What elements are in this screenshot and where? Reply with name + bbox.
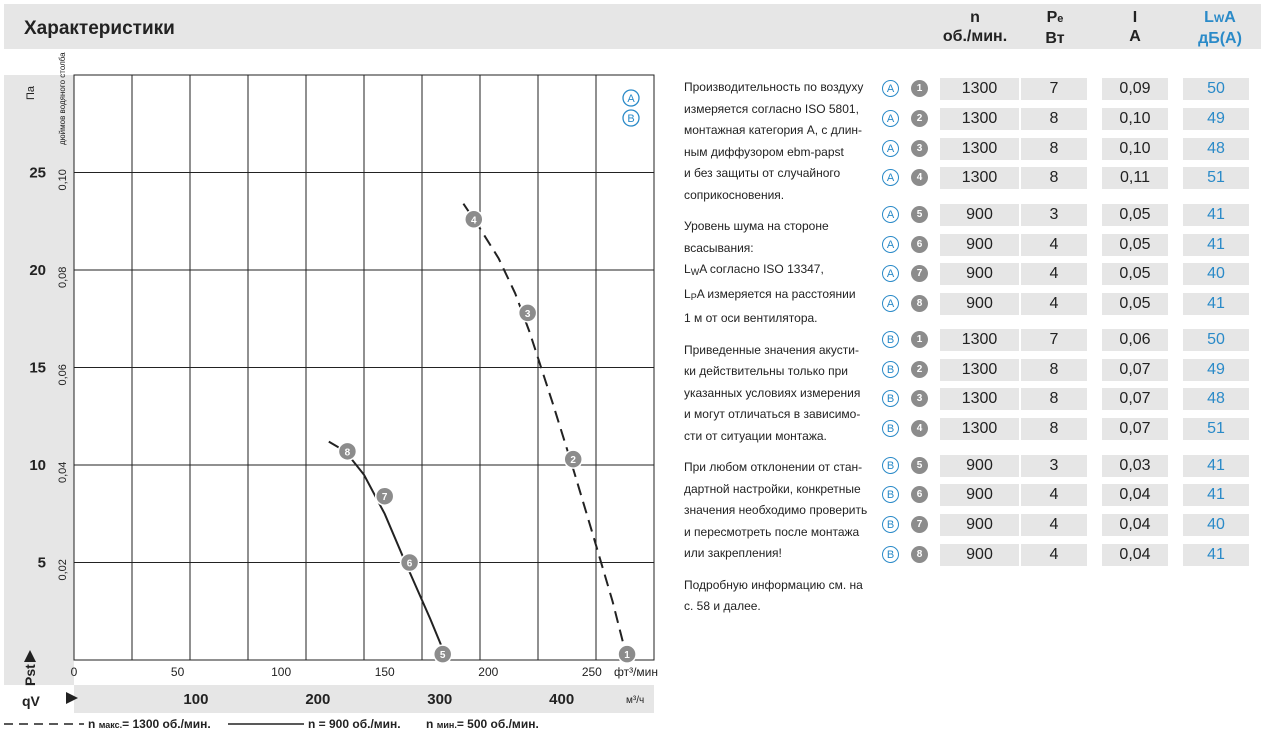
table-row [880, 78, 1260, 100]
table-row [880, 167, 1260, 189]
operating-point-label: 7 [381, 492, 388, 504]
chart-grid [74, 75, 654, 660]
operating-point-marker-icon: 4 [911, 169, 928, 186]
cell-noise: 51 [1183, 167, 1249, 189]
cell-current: 0,11 [1102, 167, 1168, 189]
y2-tick-label: 0,08 [57, 266, 69, 288]
y-unit-label: Па [25, 85, 37, 100]
cell-noise: 50 [1183, 329, 1249, 351]
cell-speed: 1300 [940, 167, 1019, 189]
installation-marker-icon: A [882, 236, 899, 253]
installation-marker-icon: B [882, 516, 899, 533]
installation-marker-icon: A [882, 295, 899, 312]
cell-current: 0,05 [1102, 263, 1168, 285]
cell-current: 0,06 [1102, 329, 1168, 351]
installation-marker-icon: B [882, 390, 899, 407]
cell-noise: 40 [1183, 514, 1249, 536]
cell-noise: 50 [1183, 78, 1249, 100]
cell-current: 0,07 [1102, 418, 1168, 440]
cell-noise: 41 [1183, 484, 1249, 506]
cell-speed: 1300 [940, 418, 1019, 440]
operating-point-marker-icon: 5 [911, 206, 928, 223]
legend-solid-line-icon [228, 721, 304, 727]
y-tick-label: 20 [29, 262, 46, 279]
cell-power: 3 [1021, 455, 1087, 477]
desc-line: Подробную информацию см. на [684, 577, 863, 592]
installation-marker-icon: B [882, 331, 899, 348]
cell-power: 7 [1021, 78, 1087, 100]
cell-power: 8 [1021, 388, 1087, 410]
legend-mid-speed: n = 900 об./мин. [308, 717, 401, 731]
y-tick-label: 25 [29, 164, 46, 182]
col-head-current-symbol: I [1132, 9, 1138, 26]
table-row [880, 234, 1260, 256]
cell-power: 4 [1021, 293, 1087, 315]
cell-noise: 49 [1183, 108, 1249, 130]
col-head-speed [930, 8, 1020, 46]
installation-marker-icon: A [882, 265, 899, 282]
cell-power: 8 [1021, 167, 1087, 189]
y-tick-label: 5 [37, 554, 46, 572]
operating-point-marker-icon: 3 [911, 390, 928, 407]
cell-power: 8 [1021, 418, 1087, 440]
cell-speed: 900 [940, 484, 1019, 506]
desc-line: 1 м от оси вентилятора. [684, 311, 818, 325]
cell-speed: 900 [940, 293, 1019, 315]
cell-current: 0,09 [1102, 78, 1168, 100]
cell-power: 8 [1021, 108, 1087, 130]
desc-line: Приведенные значения акусти- [684, 342, 859, 357]
installation-marker-icon: A [882, 80, 899, 97]
operating-point-label: 5 [439, 650, 446, 662]
y2-unit-label: дюймов водяного столба [58, 52, 67, 145]
legend-max-speed: n макс.= 1300 об./мин. [88, 717, 211, 731]
table-row [880, 329, 1260, 351]
cell-speed: 900 [940, 455, 1019, 477]
y-axis-symbol: Pst [22, 664, 38, 686]
x-tick-label: 150 [374, 665, 395, 679]
cell-power: 8 [1021, 138, 1087, 160]
x-tick-label: 200 [478, 665, 499, 679]
desc-paragraph-noise [684, 216, 874, 330]
installation-marker-icon: B [882, 486, 899, 503]
cell-current: 0,05 [1102, 204, 1168, 226]
table-row [880, 544, 1260, 566]
operating-point-marker-icon: 8 [911, 295, 928, 312]
x-axis-arrow-icon [66, 692, 78, 704]
cell-power: 4 [1021, 544, 1087, 566]
table-row [880, 359, 1260, 381]
operating-point-label: 3 [524, 308, 531, 320]
desc-line: с. 58 и далее. [684, 599, 761, 613]
table-row [880, 263, 1260, 285]
cell-speed: 1300 [940, 388, 1019, 410]
desc-line: и могут отличаться в зависимо- [684, 407, 861, 421]
cell-current: 0,03 [1102, 455, 1168, 477]
cell-noise: 40 [1183, 263, 1249, 285]
operating-point-marker-icon: 6 [911, 236, 928, 253]
x-tick-label: 250 [581, 665, 602, 679]
cell-current: 0,05 [1102, 234, 1168, 256]
col-head-noise-symbol: LWA [1204, 9, 1236, 26]
cell-noise: 41 [1183, 455, 1249, 477]
desc-line: сти от ситуации монтажа. [684, 428, 827, 443]
cell-speed: 900 [940, 204, 1019, 226]
operating-point-marker-icon: 5 [911, 457, 928, 474]
cell-current: 0,04 [1102, 514, 1168, 536]
operating-point-marker-icon: 1 [911, 80, 928, 97]
table-row [880, 138, 1260, 160]
x-unit-label: фт³/мин [614, 665, 659, 679]
operating-point-marker-icon: 1 [911, 331, 928, 348]
legend-dashed-line-icon [4, 721, 84, 727]
desc-line: дартной настройки, конкретные [684, 481, 861, 496]
operating-point-label: 1 [624, 650, 630, 662]
x2-tick-label: 200 [305, 691, 331, 708]
operating-point-marker-icon: 8 [911, 546, 928, 563]
cell-noise: 41 [1183, 293, 1249, 315]
table-row [880, 388, 1260, 410]
desc-line: При любом отклонении от стан- [684, 460, 863, 474]
cell-power: 4 [1021, 234, 1087, 256]
col-head-speed-symbol: n [970, 9, 980, 26]
col-head-speed-unit: об./мин. [942, 28, 1008, 45]
cell-speed: 1300 [940, 329, 1019, 351]
x2-tick-label: 400 [549, 691, 575, 708]
installation-marker-label: A [627, 93, 635, 105]
cell-speed: 1300 [940, 108, 1019, 130]
col-head-power-unit: Вт [1045, 30, 1065, 47]
cell-noise: 41 [1183, 204, 1249, 226]
cell-current: 0,10 [1102, 108, 1168, 130]
y2-tick-label: 0,04 [57, 461, 69, 483]
operating-point-marker-icon: 7 [911, 265, 928, 282]
desc-paragraph-acoustics [684, 340, 874, 448]
desc-line: ным диффузором ebm-papst [684, 144, 844, 159]
desc-paragraph-airflow [684, 77, 874, 206]
desc-line: ки действительны только при [684, 364, 849, 378]
cell-current: 0,07 [1102, 359, 1168, 381]
installation-marker-icon: A [882, 140, 899, 157]
cell-current: 0,10 [1102, 138, 1168, 160]
cell-current: 0,04 [1102, 484, 1168, 506]
installation-marker-icon: B [882, 420, 899, 437]
col-head-power [1025, 8, 1085, 48]
cell-noise: 49 [1183, 359, 1249, 381]
desc-line: значения необходимо проверить [684, 503, 868, 517]
table-row [880, 455, 1260, 477]
page-title: Характеристики [24, 18, 175, 39]
x2-tick-label: 300 [427, 691, 453, 708]
cell-speed: 900 [940, 263, 1019, 285]
desc-paragraph-more-info [684, 575, 874, 618]
desc-line: измеряется согласно ISO 5801, [684, 101, 859, 116]
installation-marker-icon: A [882, 169, 899, 186]
col-head-current-unit: A [1129, 28, 1141, 45]
x2-axis-symbol: qV [22, 693, 40, 709]
desc-line: Уровень шума на стороне [684, 219, 829, 233]
operating-point-label: 2 [570, 455, 576, 467]
desc-line: указанных условиях измерения [684, 385, 861, 400]
cell-current: 0,04 [1102, 544, 1168, 566]
cell-power: 4 [1021, 484, 1087, 506]
col-head-current [1110, 8, 1160, 46]
operating-point-label: 6 [406, 558, 413, 570]
y2-tick-label: 0,10 [57, 169, 69, 191]
desc-line: соприкосновения. [684, 187, 785, 202]
cell-power: 4 [1021, 263, 1087, 285]
x-tick-label: 50 [170, 665, 185, 679]
desc-paragraph-deviation [684, 457, 874, 565]
table-row [880, 204, 1260, 226]
col-head-power-symbol: Pe [1046, 9, 1064, 26]
cell-power: 7 [1021, 329, 1087, 351]
cell-noise: 48 [1183, 138, 1249, 160]
x-tick-label: 0 [70, 665, 78, 679]
cell-speed: 900 [940, 544, 1019, 566]
x2-tick-label: 100 [183, 691, 209, 708]
legend-min-speed: n мин.= 500 об./мин. [426, 717, 539, 731]
operating-point-marker-icon: 3 [911, 140, 928, 157]
installation-marker-icon: A [882, 110, 899, 127]
operating-point-marker-icon: 6 [911, 486, 928, 503]
desc-line-lpa: $L_PA$ измеряется на расстоянии [684, 286, 856, 302]
cell-power: 4 [1021, 514, 1087, 536]
desc-line: монтажная категория A, с длин- [684, 123, 863, 137]
desc-line: и пересмотреть после монтажа [684, 524, 860, 539]
cell-noise: 51 [1183, 418, 1249, 440]
y-tick-label: 10 [29, 457, 46, 474]
x-tick-label: 100 [271, 665, 292, 679]
cell-speed: 900 [940, 234, 1019, 256]
cell-noise: 41 [1183, 544, 1249, 566]
operating-point-label: 4 [471, 215, 477, 227]
col-head-noise-unit: дБ(A) [1198, 30, 1242, 47]
cell-noise: 48 [1183, 388, 1249, 410]
cell-noise: 41 [1183, 234, 1249, 256]
cell-speed: 1300 [940, 138, 1019, 160]
y-tick-label: 15 [29, 359, 46, 377]
cell-power: 3 [1021, 204, 1087, 226]
installation-marker-icon: B [882, 546, 899, 563]
table-row [880, 108, 1260, 130]
desc-line: всасывания: [684, 240, 754, 255]
cell-speed: 1300 [940, 359, 1019, 381]
operating-point-marker-icon: 4 [911, 420, 928, 437]
table-row [880, 293, 1260, 315]
cell-power: 8 [1021, 359, 1087, 381]
desc-line-lwa: $L_WA$ согласно ISO 13347, [684, 262, 824, 277]
table-row [880, 484, 1260, 506]
operating-point-marker-icon: 2 [911, 361, 928, 378]
installation-marker-label: B [627, 113, 635, 125]
table-row [880, 418, 1260, 440]
cell-current: 0,05 [1102, 293, 1168, 315]
desc-line: и без защиты от случайного [684, 166, 841, 180]
x2-unit-label: м³/ч [626, 695, 645, 706]
cell-current: 0,07 [1102, 388, 1168, 410]
y2-tick-label: 0,06 [57, 364, 69, 386]
desc-line: Производительность по воздуху [684, 80, 864, 94]
operating-point-marker-icon: 7 [911, 516, 928, 533]
y-axis-arrow-icon [24, 650, 36, 662]
cell-speed: 1300 [940, 78, 1019, 100]
table-row [880, 514, 1260, 536]
installation-marker-icon: B [882, 361, 899, 378]
operating-point-marker-icon: 2 [911, 110, 928, 127]
installation-marker-icon: A [882, 206, 899, 223]
cell-speed: 900 [940, 514, 1019, 536]
installation-marker-icon: B [882, 457, 899, 474]
description-block [684, 77, 874, 628]
y2-tick-label: 0,02 [57, 559, 69, 581]
desc-line: или закрепления! [684, 546, 782, 560]
col-head-noise [1185, 8, 1255, 48]
operating-point-label: 8 [344, 447, 351, 459]
